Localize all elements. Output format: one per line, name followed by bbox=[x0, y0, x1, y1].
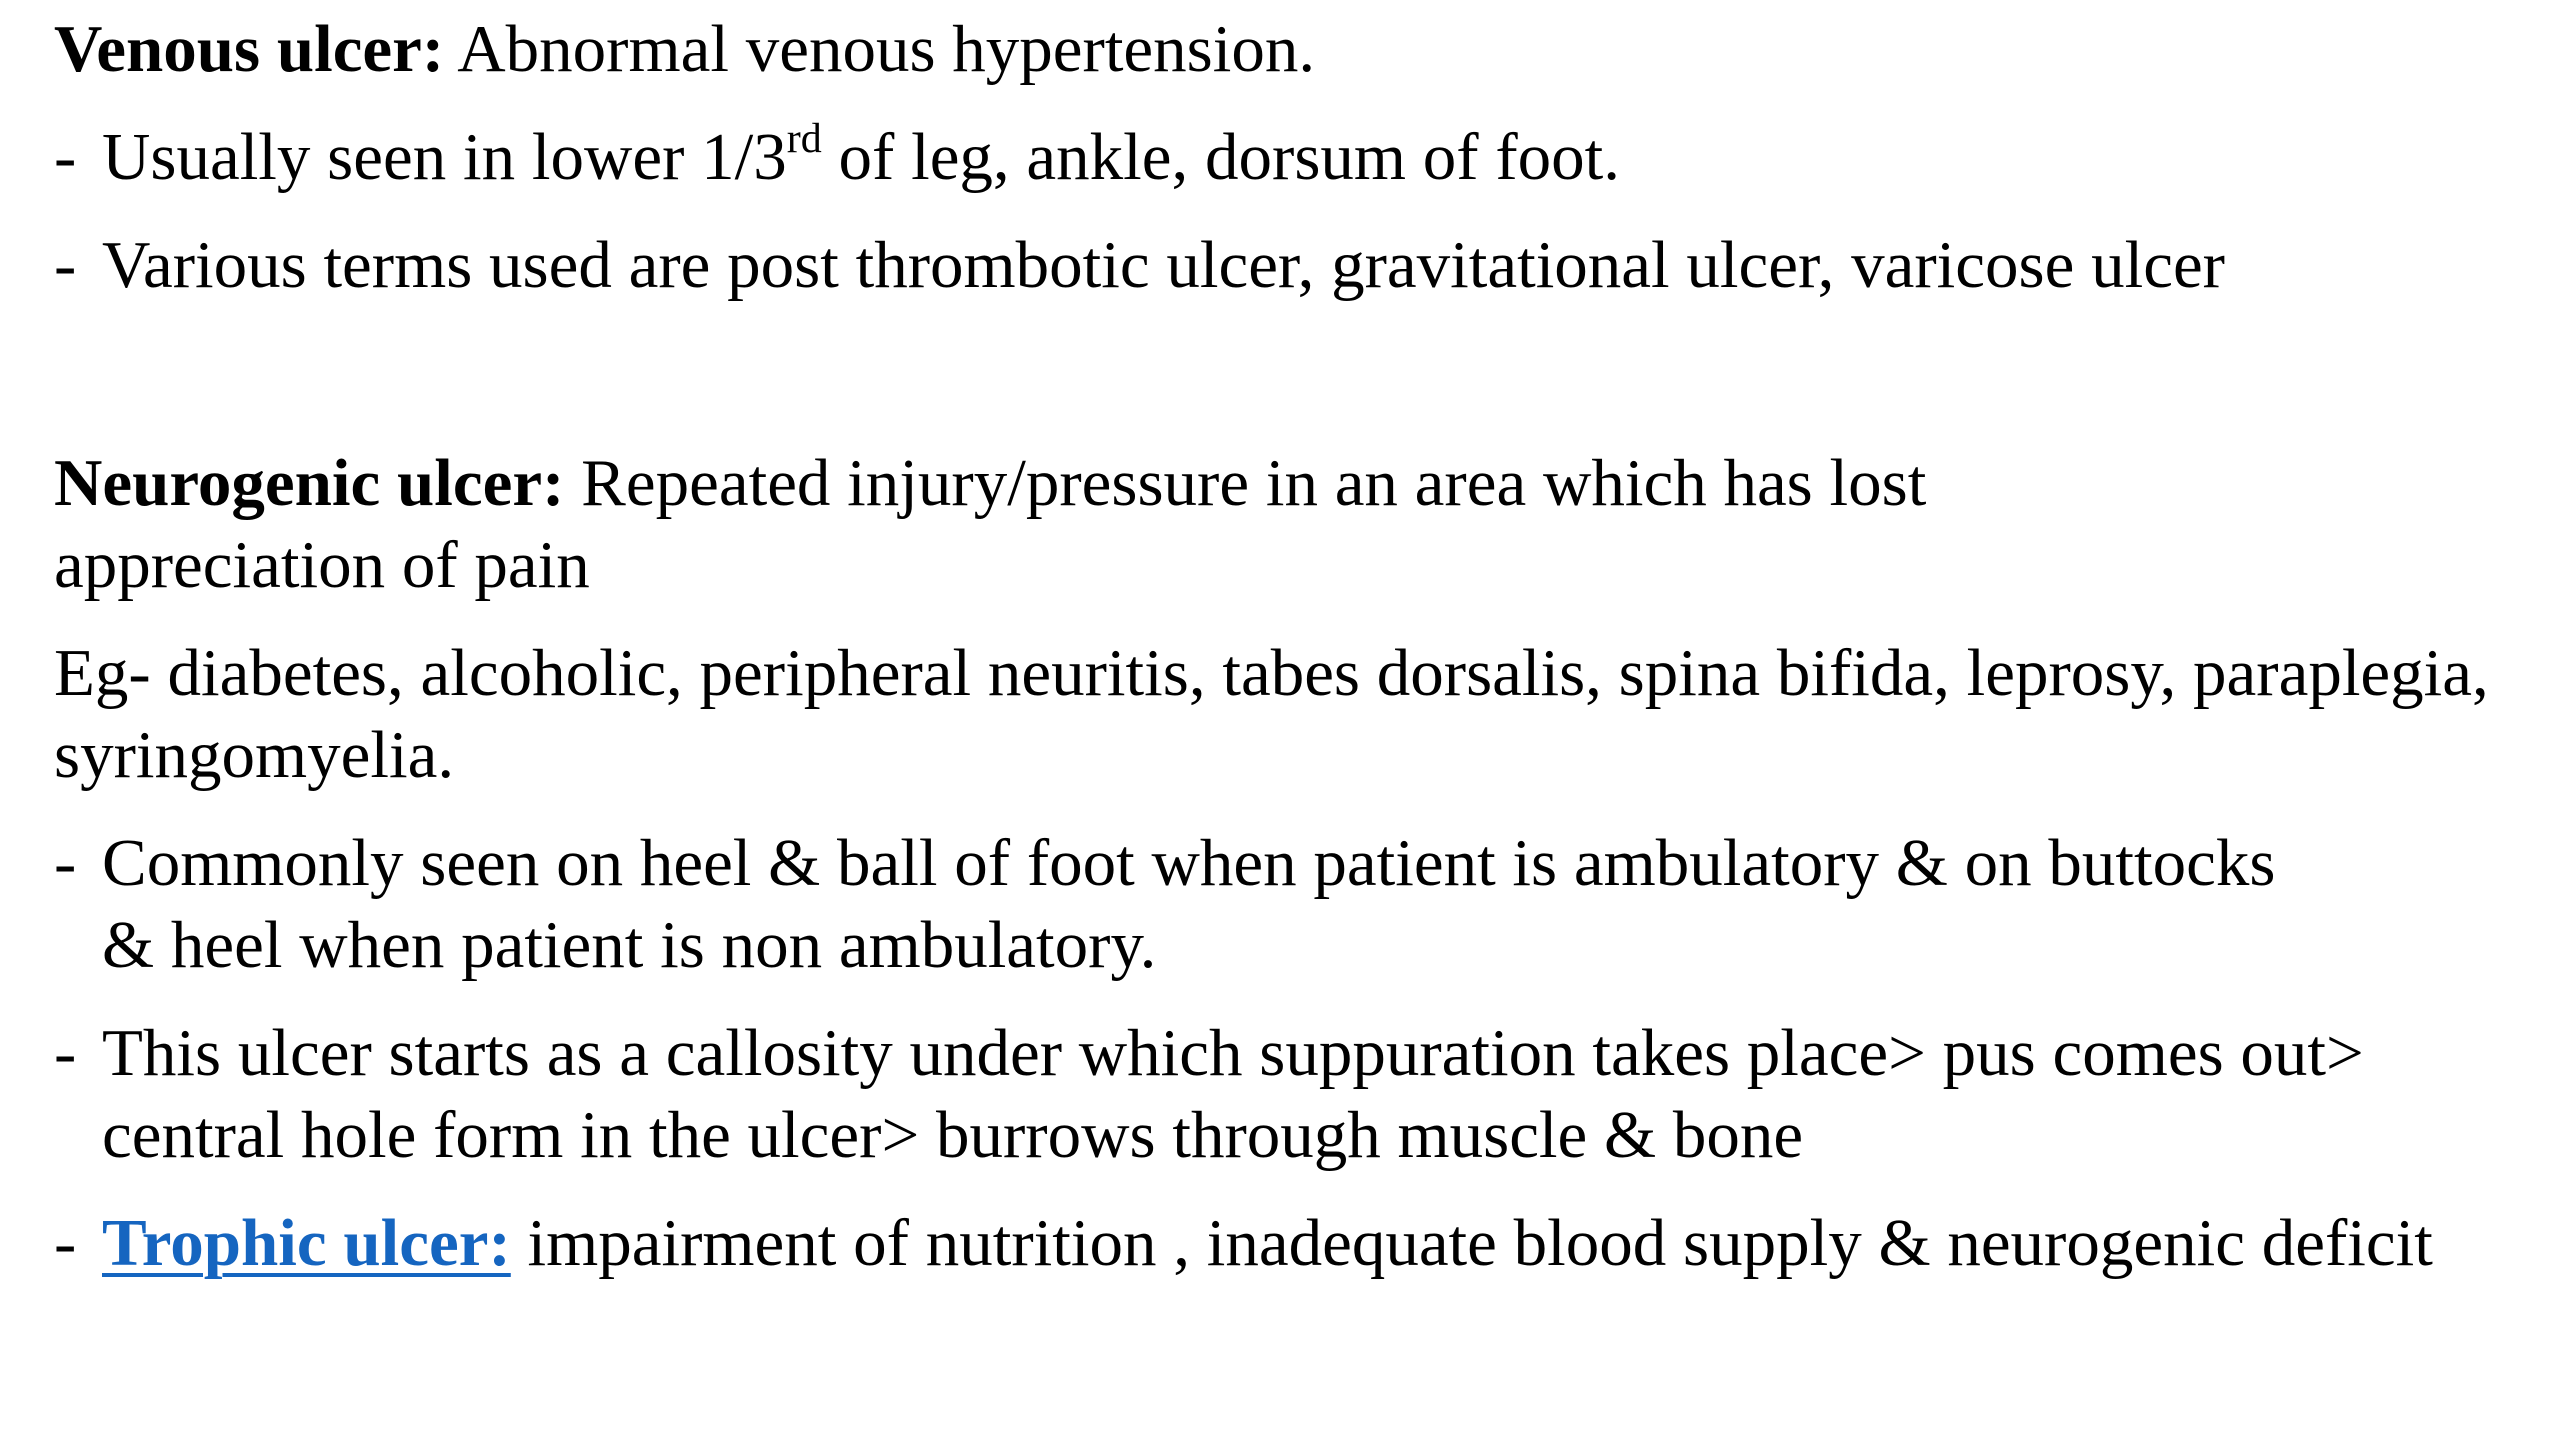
neurogenic-bullet-site bbox=[54, 822, 2510, 986]
venous-bullet-location bbox=[54, 116, 2510, 198]
venous-ulcer-paragraph bbox=[54, 8, 2510, 90]
bullet-text: This ulcer starts as a callosity under which suppuration takes place> pus comes out> central hole form in the ulcer> burrows through muscle & bone bbox=[102, 1016, 2364, 1172]
bullet-dash: - bbox=[54, 228, 77, 302]
bullet-text: Commonly seen on heel & ball of foot when patient is ambulatory & on buttocks & heel when patient is non ambulatory. bbox=[102, 826, 2276, 982]
location-text-end: of leg, ankle, dorsum of foot. bbox=[821, 120, 1621, 194]
neurogenic-ulcer-definition: Repeated injury/pressure in an area which has lost appreciation of pain bbox=[54, 446, 1927, 602]
bullet-dash: - bbox=[54, 120, 77, 194]
location-text: Usually seen in lower 1/3 bbox=[102, 120, 787, 194]
ordinal-superscript: rd bbox=[786, 115, 822, 162]
neurogenic-ulcer-paragraph bbox=[54, 442, 2214, 606]
trophic-ulcer-definition: impairment of nutrition , inadequate blood supply & neurogenic deficit bbox=[510, 1206, 2433, 1280]
bullet-text bbox=[102, 116, 2510, 198]
bullet-dash: - bbox=[54, 826, 77, 900]
neurogenic-ulcer-heading: Neurogenic ulcer: bbox=[54, 446, 565, 520]
bullet-dash: - bbox=[54, 1206, 77, 1280]
venous-bullet-terms bbox=[54, 224, 2510, 306]
bullet-text: Various terms used are post thrombotic ulcer, gravitational ulcer, varicose ulcer bbox=[102, 228, 2225, 302]
neurogenic-bullet-pathogenesis bbox=[54, 1012, 2510, 1176]
neurogenic-examples: Eg- diabetes, alcoholic, peripheral neuritis, tabes dorsalis, spina bifida, leprosy, paraplegia, syringomyelia. bbox=[54, 636, 2489, 792]
section-spacer bbox=[54, 332, 2510, 442]
venous-ulcer-heading: Venous ulcer: bbox=[54, 12, 445, 86]
venous-ulcer-definition: Abnormal venous hypertension. bbox=[444, 12, 1316, 86]
trophic-ulcer-link[interactable]: Trophic ulcer: bbox=[102, 1206, 511, 1280]
bullet-text bbox=[102, 1202, 2510, 1284]
trophic-ulcer-bullet bbox=[54, 1202, 2510, 1284]
bullet-dash: - bbox=[54, 1016, 77, 1090]
